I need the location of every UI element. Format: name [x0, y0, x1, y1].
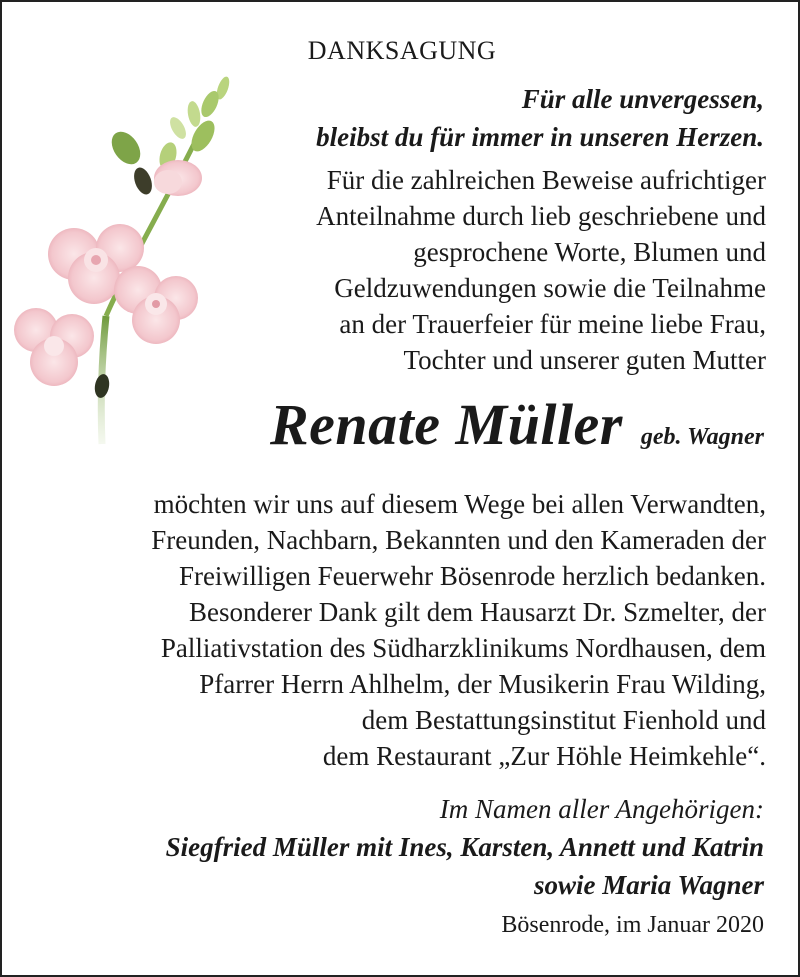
- signoff-intro: Im Namen aller Angehörigen:: [439, 794, 764, 824]
- motto-line: Für alle unvergessen,: [521, 84, 764, 114]
- body-line: Palliativstation des Südharzklinikums Nordhausen, dem: [160, 633, 766, 663]
- body-line: Pfarrer Herrn Ahlhelm, der Musikerin Frau Wilding,: [199, 669, 766, 699]
- intro-line: Tochter und unserer guten Mutter: [403, 345, 766, 375]
- deceased-name-row: [270, 390, 764, 460]
- place-date: Bösenrode, im Januar 2020: [501, 912, 764, 938]
- motto: [316, 80, 764, 156]
- birth-name: geb. Wagner: [640, 424, 764, 450]
- body-line: dem Restaurant „Zur Höhle Heimkehle“.: [322, 741, 766, 771]
- signoff: [166, 790, 764, 904]
- page-title: DANKSAGUNG: [307, 36, 497, 65]
- intro-line: Geldzuwendungen sowie die Teilnahme: [334, 273, 766, 303]
- motto-line: bleibst du für immer in unseren Herzen.: [316, 122, 764, 152]
- intro-line: Anteilnahme durch lieb geschriebene und: [316, 201, 766, 231]
- intro-line: an der Trauerfeier für meine liebe Frau,: [339, 309, 766, 339]
- signoff-names: sowie Maria Wagner: [533, 870, 764, 900]
- deceased-name: Renate Müller: [269, 392, 623, 457]
- intro-line: gesprochene Worte, Blumen und: [413, 237, 766, 267]
- signoff-names: Siegfried Müller mit Ines, Karsten, Annett und Katrin: [165, 832, 764, 862]
- body-line: Freunden, Nachbarn, Bekannten und den Kameraden der: [151, 525, 766, 555]
- body-line: möchten wir uns auf diesem Wege bei allen Verwandten,: [153, 489, 766, 519]
- body-line: Besonderer Dank gilt dem Hausarzt Dr. Szmelter, der: [189, 597, 766, 627]
- body-line: dem Bestattungsinstitut Fienhold und: [361, 705, 766, 735]
- intro-paragraph: [316, 162, 766, 378]
- thanks-paragraph: [151, 486, 766, 774]
- freesia-flower-icon: [8, 66, 248, 446]
- intro-line: Für die zahlreichen Beweise aufrichtiger: [326, 165, 766, 195]
- body-line: Freiwilligen Feuerwehr Bösenrode herzlich bedanken.: [178, 561, 766, 591]
